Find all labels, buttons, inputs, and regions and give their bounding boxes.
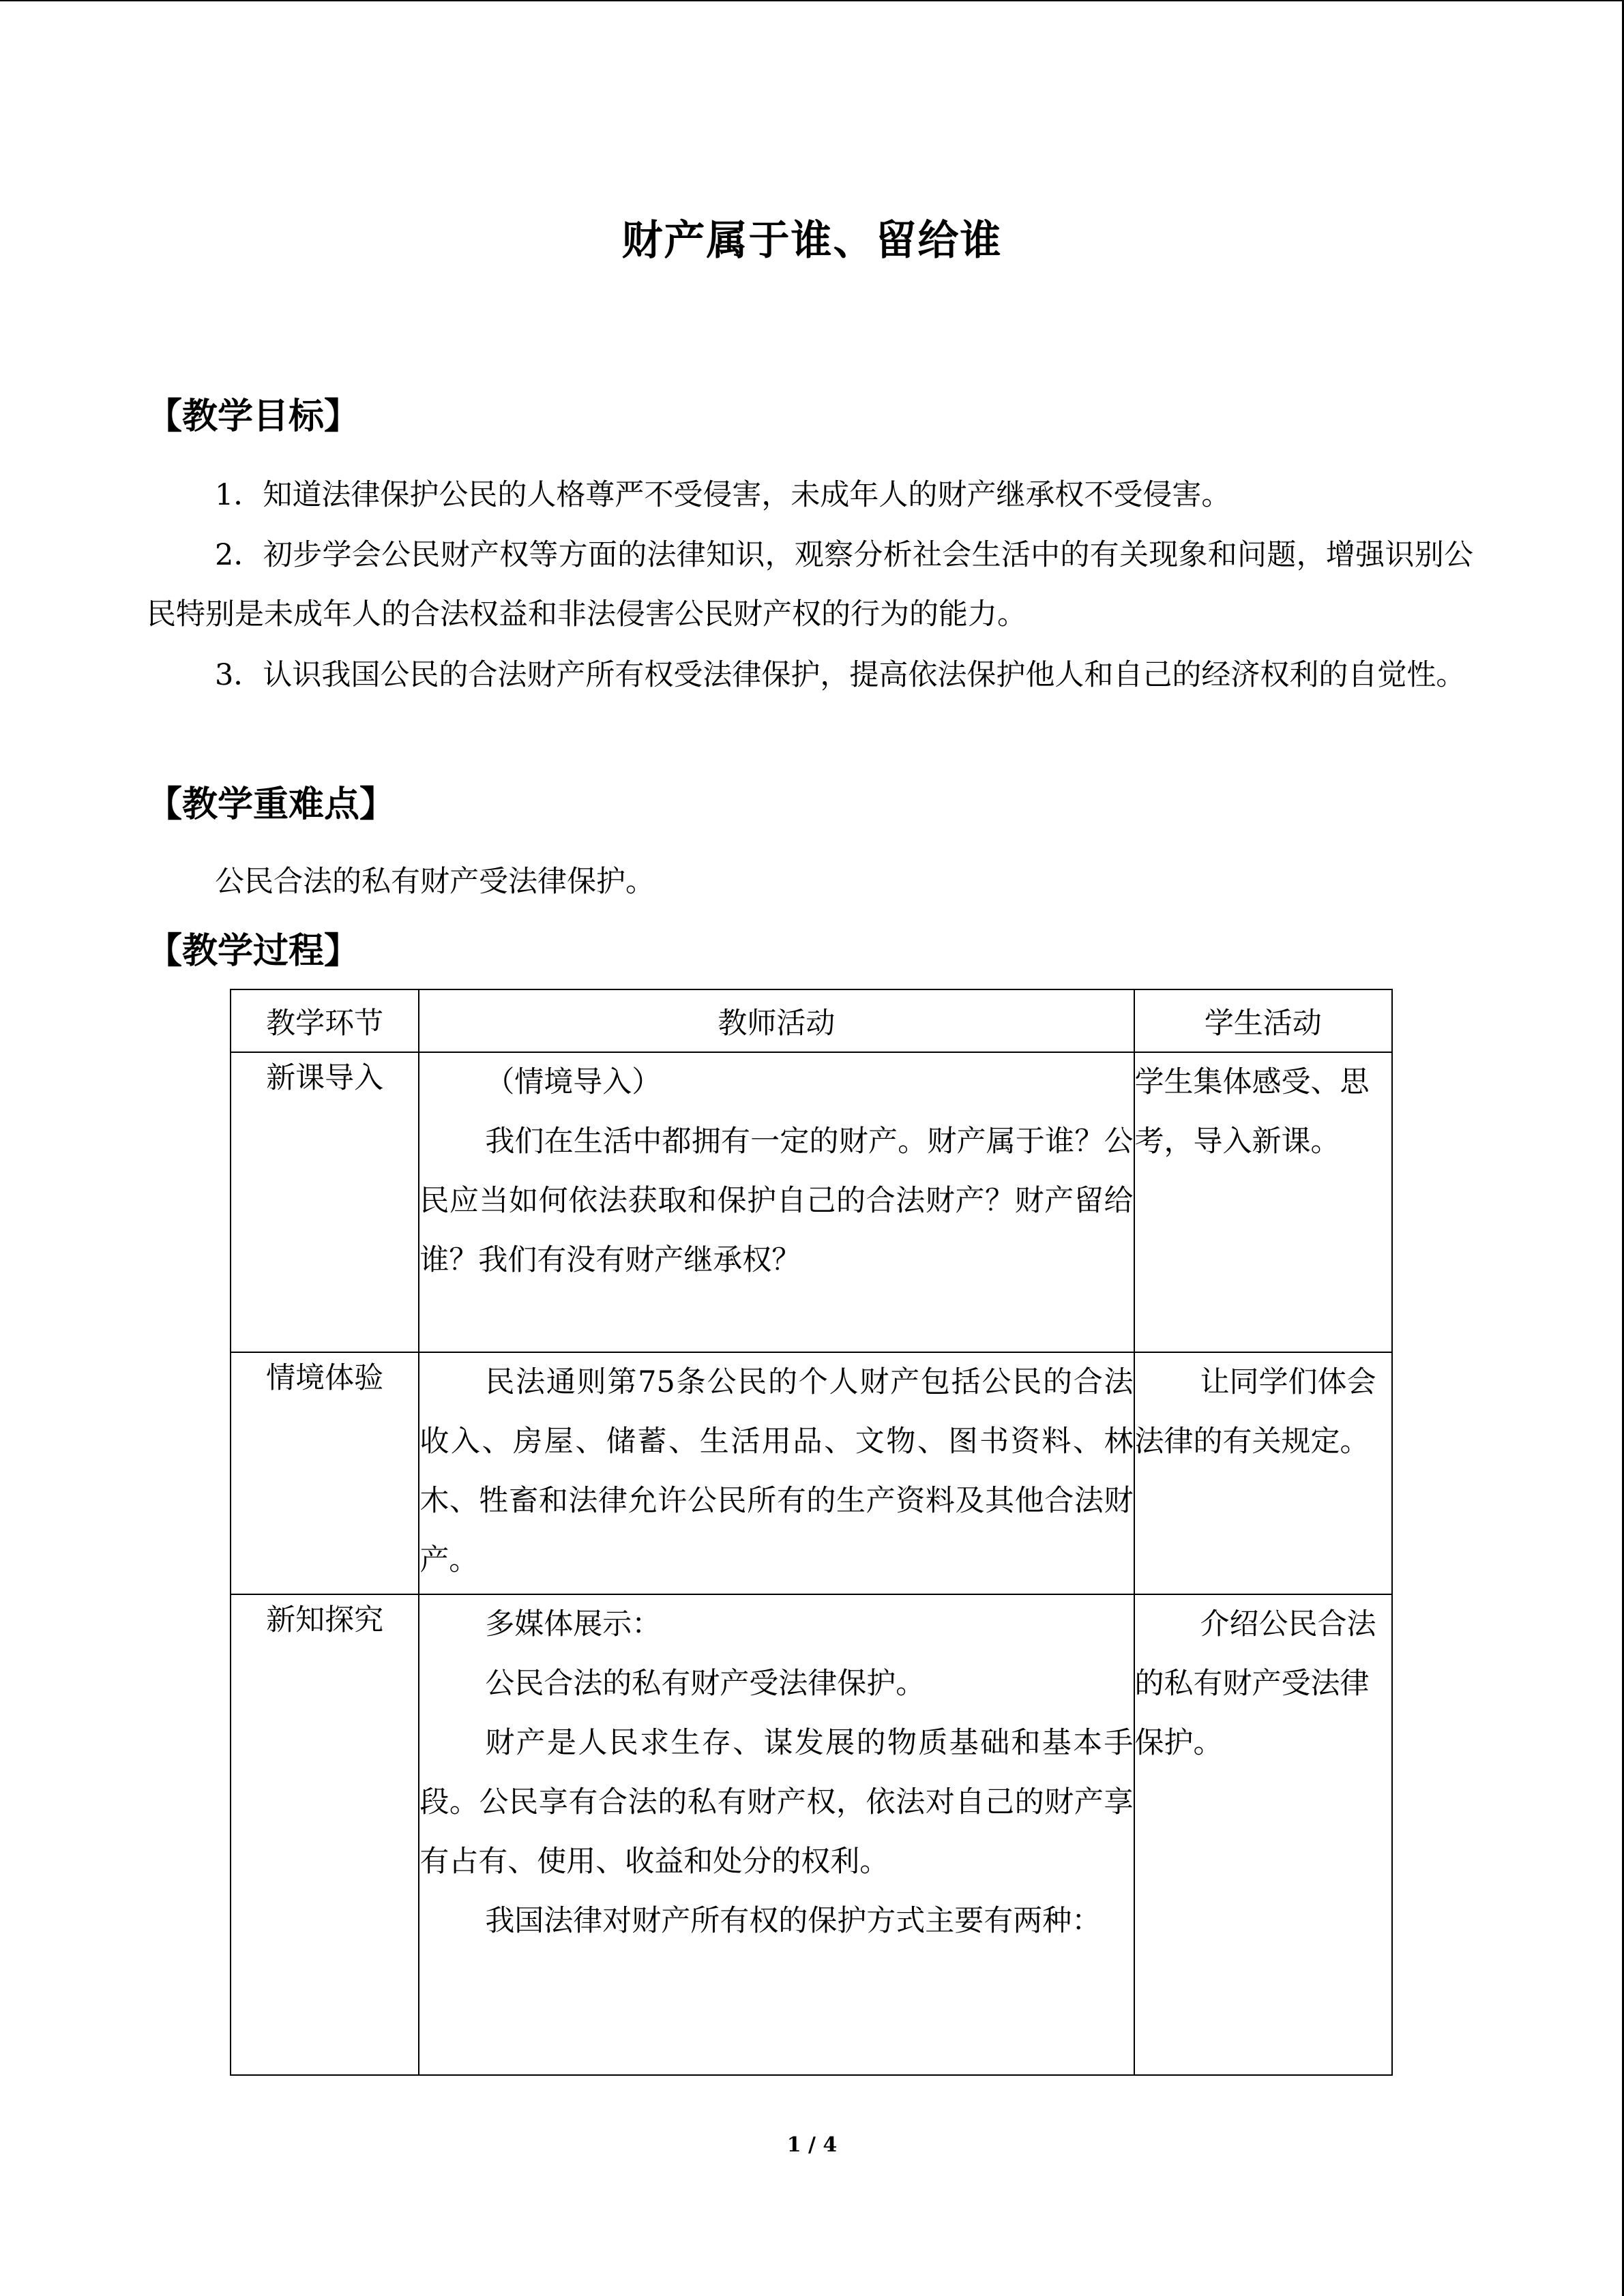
teacher-line: 我国法律对财产所有权的保护方式主要有两种： xyxy=(485,1904,1102,1938)
page-top-border xyxy=(0,0,1624,1)
teacher-activity-cell xyxy=(419,1352,1134,1594)
header-student-activity: 学生活动 xyxy=(1134,989,1392,1052)
key-points-text: 公民合法的私有财产受法律保护。 xyxy=(215,865,655,899)
objective-item-3: 3．认识我国公民的合法财产所有权受法律保护，提高依法保护他人和自己的经济权利的自觉性。 xyxy=(215,658,1466,692)
process-heading: 【教学过程】 xyxy=(147,931,360,972)
document-title: 财产属于谁、留给谁 xyxy=(621,217,1003,265)
student-activity-cell xyxy=(1134,1594,1392,2075)
student-activity-cell xyxy=(1134,1052,1392,1352)
teacher-line: 财产是人民求生存、谋发展的物质基础和基本手段。公民享有合法的私有财产权，依法对自己的财产享有占有、使用、收益和处分的权利。 xyxy=(419,1726,1134,1879)
table-row xyxy=(231,1052,1392,1352)
teacher-activity-cell xyxy=(419,1052,1134,1352)
table-row xyxy=(231,1352,1392,1594)
stage-cell xyxy=(231,1352,419,1594)
objective-item-1: 1．知道法律保护公民的人格尊严不受侵害，未成年人的财产继承权不受侵害。 xyxy=(215,478,1231,512)
page-number: 1 / 4 xyxy=(786,2133,838,2157)
stage-label: 新知探究 xyxy=(266,1603,384,1637)
teacher-activity-cell xyxy=(419,1594,1134,2075)
student-text: 学生集体感受、思考，导入新课。 xyxy=(1134,1065,1370,1159)
objectives-heading: 【教学目标】 xyxy=(147,396,360,437)
student-activity-cell xyxy=(1134,1352,1392,1594)
student-text: 让同学们体会法律的有关规定。 xyxy=(1134,1365,1376,1459)
teacher-line: （情境导入） xyxy=(485,1065,662,1099)
student-text: 介绍公民合法的私有财产受法律保护。 xyxy=(1134,1607,1376,1760)
header-stage: 教学环节 xyxy=(231,989,419,1052)
teacher-line: 我们在生活中都拥有一定的财产。财产属于谁？公民应当如何依法获取和保护自己的合法财产？财产留给谁？我们有没有财产继承权？ xyxy=(419,1124,1134,1277)
stage-label: 情境体验 xyxy=(266,1361,384,1395)
table-row xyxy=(231,1594,1392,2075)
teacher-line: 民法通则第75条公民的个人财产包括公民的合法收入、房屋、储蓄、生活用品、文物、图书资料、林木、牲畜和法律允许公民所有的生产资料及其他合法财产。 xyxy=(419,1365,1134,1577)
header-teacher-activity: 教师活动 xyxy=(419,989,1134,1052)
stage-label: 新课导入 xyxy=(266,1061,384,1095)
stage-cell xyxy=(231,1052,419,1352)
key-points-heading: 【教学重难点】 xyxy=(147,784,396,825)
teacher-line: 公民合法的私有财产受法律保护。 xyxy=(485,1667,926,1701)
lesson-process-table xyxy=(230,989,1393,2076)
objective-item-2: 2．初步学会公民财产权等方面的法律知识，观察分析社会生活中的有关现象和问题，增强识别公民特别是未成年人的合法权益和非法侵害公民财产权的行为的能力。 xyxy=(147,538,1473,631)
table-header-row xyxy=(231,989,1392,1052)
teacher-line: 多媒体展示： xyxy=(485,1607,662,1641)
stage-cell xyxy=(231,1594,419,2075)
